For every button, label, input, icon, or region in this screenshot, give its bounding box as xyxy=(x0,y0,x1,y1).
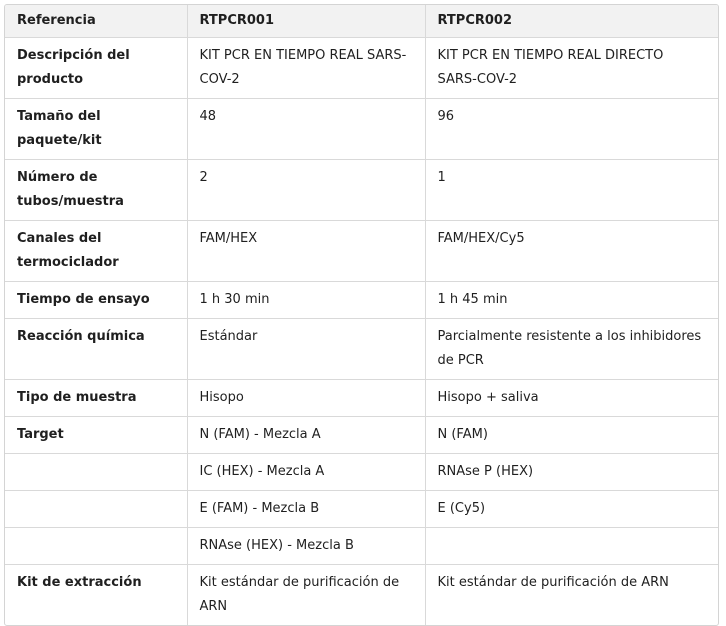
table-row xyxy=(5,319,718,380)
cell-rtpcr002: N (FAM) xyxy=(425,417,718,454)
header-referencia: Referencia xyxy=(5,5,187,38)
row-label xyxy=(5,491,187,528)
product-comparison-table xyxy=(5,5,718,625)
table-row xyxy=(5,160,718,221)
cell-rtpcr001: Hisopo xyxy=(187,380,425,417)
row-label: Kit de extracción xyxy=(5,565,187,626)
table-row xyxy=(5,454,718,491)
cell-rtpcr001: IC (HEX) - Mezcla A xyxy=(187,454,425,491)
cell-rtpcr002: 1 xyxy=(425,160,718,221)
cell-rtpcr001: FAM/HEX xyxy=(187,221,425,282)
header-rtpcr001: RTPCR001 xyxy=(187,5,425,38)
cell-rtpcr002: 1 h 45 min xyxy=(425,282,718,319)
cell-rtpcr002: E (Cy5) xyxy=(425,491,718,528)
cell-rtpcr001: RNAse (HEX) - Mezcla B xyxy=(187,528,425,565)
table-row xyxy=(5,38,718,99)
cell-rtpcr002: FAM/HEX/Cy5 xyxy=(425,221,718,282)
cell-rtpcr001: N (FAM) - Mezcla A xyxy=(187,417,425,454)
cell-rtpcr002: Kit estándar de purificación de ARN xyxy=(437,575,669,590)
table-row xyxy=(5,491,718,528)
cell-rtpcr002: Hisopo + saliva xyxy=(425,380,718,417)
cell-rtpcr001: Estándar xyxy=(187,319,425,380)
row-label: Tiempo de ensayo xyxy=(5,282,187,319)
row-label: Canales del termociclador xyxy=(5,221,187,282)
cell-rtpcr002: RNAse P (HEX) xyxy=(425,454,718,491)
table-row xyxy=(5,221,718,282)
row-label: Tipo de muestra xyxy=(5,380,187,417)
row-label xyxy=(5,454,187,491)
cell-rtpcr001: 1 h 30 min xyxy=(187,282,425,319)
row-label: Descripción del producto xyxy=(5,38,187,99)
header-rtpcr002: RTPCR002 xyxy=(425,5,718,38)
table-row xyxy=(5,380,718,417)
cell-rtpcr002: 96 xyxy=(425,99,718,160)
row-label: Target xyxy=(5,417,187,454)
table-row xyxy=(5,528,718,565)
cell-rtpcr002: KIT PCR EN TIEMPO REAL DIRECTO SARS-COV-2 xyxy=(425,38,718,99)
table-row xyxy=(5,282,718,319)
comparison-table-container xyxy=(4,4,719,626)
table-header-row xyxy=(5,5,718,38)
row-label: Reacción química xyxy=(5,319,187,380)
cell-rtpcr001: E (FAM) - Mezcla B xyxy=(187,491,425,528)
cell-rtpcr002 xyxy=(425,528,718,565)
row-label: Tamaño del paquete/kit xyxy=(5,99,187,160)
table-row xyxy=(5,417,718,454)
cell-rtpcr001: KIT PCR EN TIEMPO REAL SARS-COV-2 xyxy=(187,38,425,99)
cell-rtpcr001: Kit estándar de purificación de ARN xyxy=(187,565,425,626)
row-label: Número de tubos/muestra xyxy=(5,160,187,221)
cell-rtpcr001: 2 xyxy=(187,160,425,221)
cell-rtpcr002: Parcialmente resistente a los inhibidores de PCR xyxy=(425,319,718,380)
table-row xyxy=(5,565,718,626)
row-label xyxy=(5,528,187,565)
table-row xyxy=(5,99,718,160)
cell-rtpcr001: 48 xyxy=(187,99,425,160)
